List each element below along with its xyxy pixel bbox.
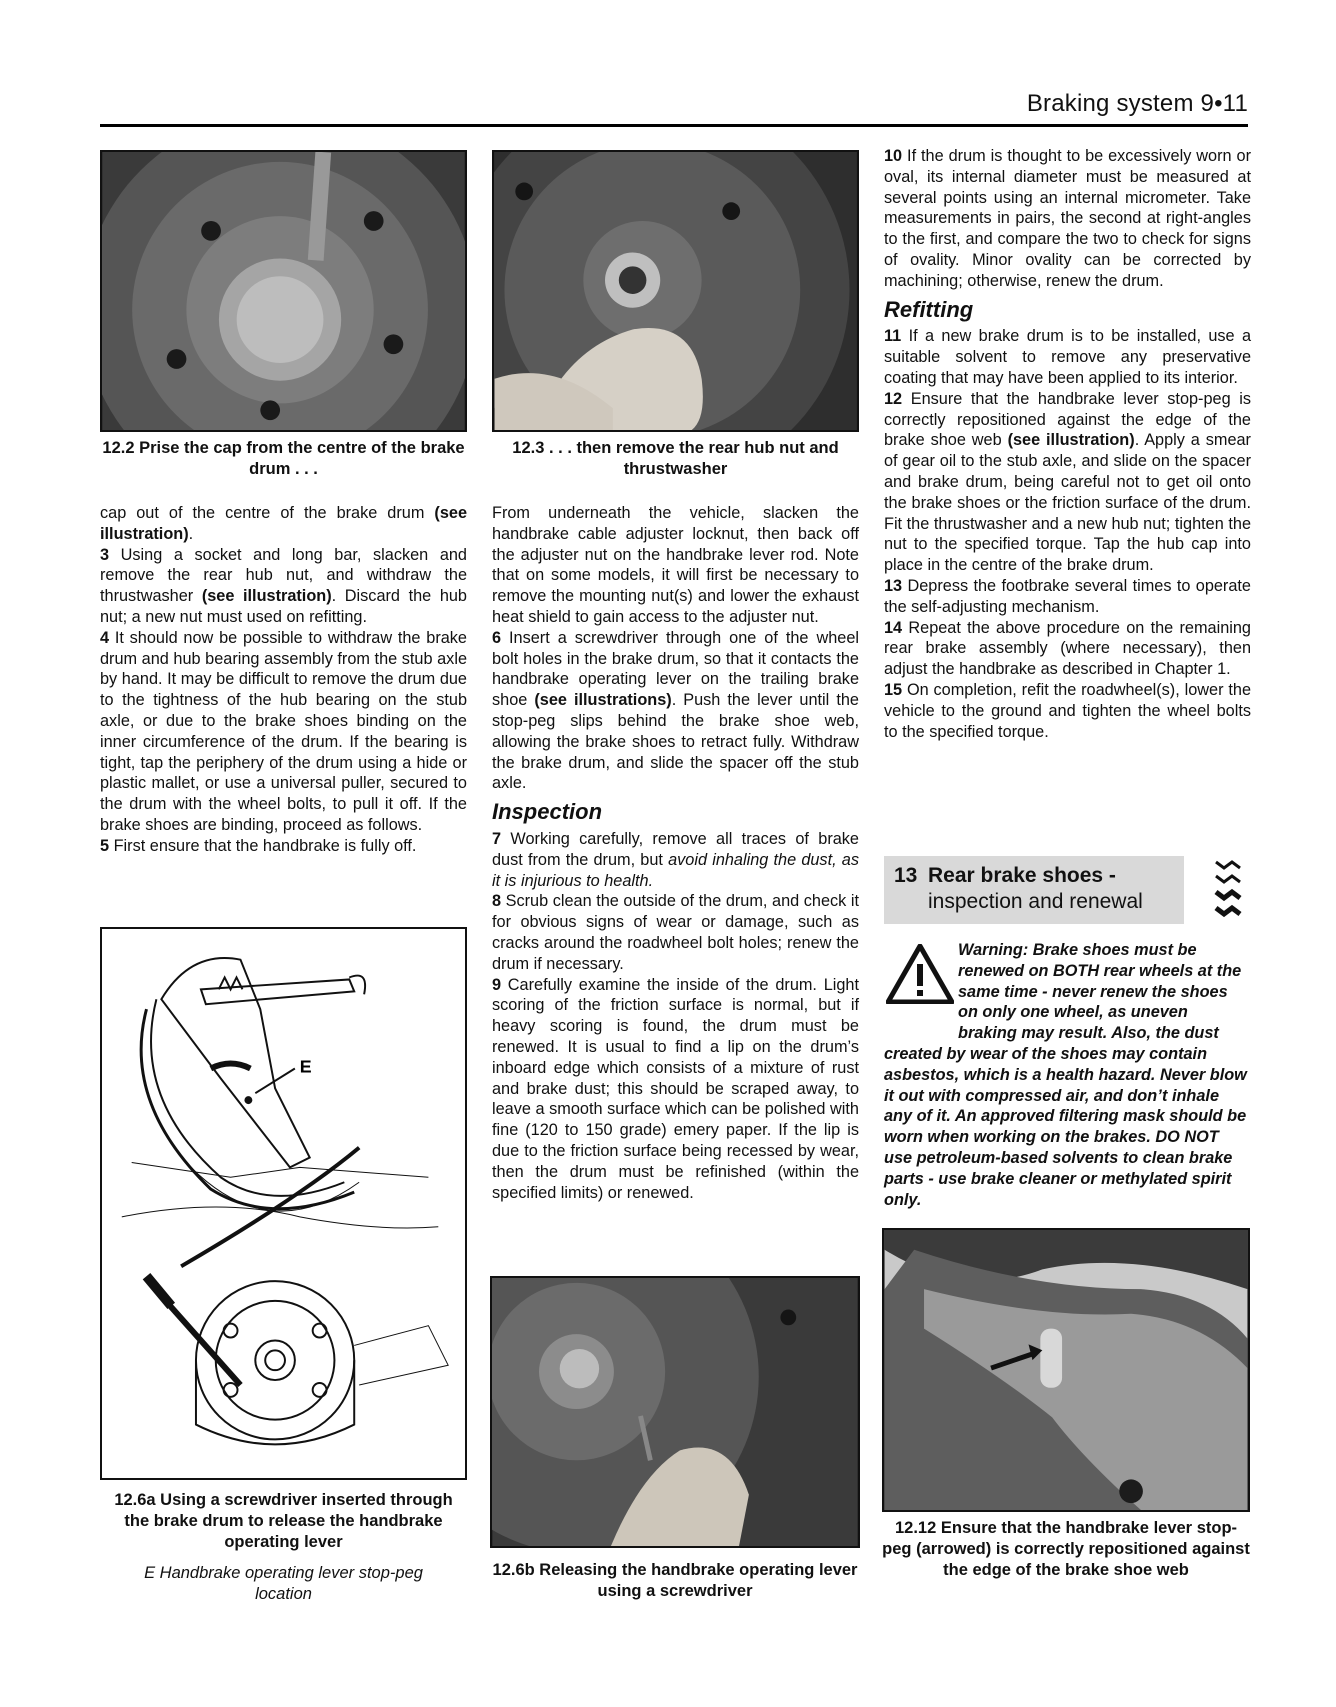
photo-12-6b — [490, 1276, 860, 1548]
caption-12-3: 12.3 . . . then remove the rear hub nut and thrustwasher — [512, 439, 839, 478]
paragraph-5-cont: From underneath the vehicle, slacken the handbrake cable adjuster locknut, then back off the adjuster nut on the handbrake lever rod. Note that on some models, it will first be necessary to remove the mounting nut(s) and lower the exhaust heat shield to gain access to the adjuster nut. — [492, 504, 859, 626]
section-subtitle: inspection and renewal — [928, 890, 1143, 913]
hub-nut-removal-image — [494, 152, 857, 430]
column-1-text — [100, 503, 467, 857]
paragraph-12: 12 Ensure that the handbrake lever stop-peg is correctly repositioned against the edge of the brake shoe web (see illustration). Apply a smear of gear oil to the stub axle, and slide on the spacer and brake drum, being careful not to get oil onto the brake shoes or the friction surface of the drum. Fit the thrustwasher and a new hub nut; tighten the nut to the specified torque. Tap the hub cap into place in the centre of the brake drum. — [884, 389, 1251, 575]
legend-12-6a: E Handbrake operating lever stop-peg location — [144, 1564, 423, 1603]
difficulty-rating-icon — [1212, 856, 1248, 924]
heading-refitting: Refitting — [884, 296, 974, 322]
column-2-text — [492, 503, 859, 1203]
paragraph-11: 11 If a new brake drum is to be installed, use a suitable solvent to remove any preservative coating that may have been applied to its interior. — [884, 327, 1251, 387]
heading-inspection: Inspection — [492, 799, 603, 825]
warning-text: Warning: Brake shoes must be renewed on BOTH rear wheels at the same time - never renew the shoes on only one wheel, as uneven braking may result. Also, the dust created by wear of the shoes may contain asbestos, which is a health hazard. Never blow it out with compressed air, and don’t inhale any of it. An approved filtering mask should be worn when working on the brakes. DO NOT use petroleum-based solvents to clean brake parts - use brake cleaner or methylated spirit only. — [884, 941, 1247, 1209]
paragraph-10: 10 If the drum is thought to be excessively worn or oval, its internal diameter must be measured at several points using an internal micrometer. Take measurements in pairs, the second at right-angles to the first, and compare the two to check for signs of ovality. Minor ovality can be corrected by machining; otherwise, renew the drum. — [884, 147, 1251, 290]
paragraph-6: 6 Insert a screwdriver through one of the wheel bolt holes in the brake drum, so that it contacts the handbrake operating lever on the trailing brake shoe (see illustrations). Push the lever until the stop-peg slips behind the brake shoe web, allowing the brake shoes to retract fully. Withdraw the brake drum, and slide the spacer off the stub axle. — [492, 628, 859, 793]
section-title: Rear brake shoes - — [928, 864, 1116, 887]
section-13-header — [884, 856, 1184, 924]
paragraph-3: 3 Using a socket and long bar, slacken and remove the rear hub nut, and withdraw the thrustwasher (see illustration). Discard the hub nut; a new nut must used on refitting. — [100, 545, 467, 626]
caption-12-6b: 12.6b Releasing the handbrake operating lever using a screwdriver — [492, 1561, 858, 1600]
page-header — [100, 84, 1248, 127]
page-title: Braking system 9•11 — [1026, 90, 1248, 117]
caption-12-12: 12.12 Ensure that the handbrake lever stop-peg (arrowed) is correctly repositioned against the edge of the brake shoe web — [882, 1519, 1250, 1579]
paragraph-2-cont: cap out of the centre of the brake drum (see illustration). — [100, 504, 467, 543]
section-number: 13 — [894, 864, 918, 887]
diagram-12-6a — [100, 927, 467, 1480]
caption-12-6a: 12.6a Using a screwdriver inserted through the brake drum to release the handbrake operating lever — [114, 1491, 453, 1551]
paragraph-13: 13 Depress the footbrake several times to operate the self-adjusting mechanism. — [884, 576, 1251, 616]
paragraph-7: 7 Working carefully, remove all traces of brake dust from the drum, but avoid inhaling the dust, as it is injurious to health. — [492, 829, 859, 890]
photo-12-12 — [882, 1228, 1250, 1512]
caption-12-2: 12.2 Prise the cap from the centre of the brake drum . . . — [102, 439, 465, 478]
brake-drum-cap-image — [102, 152, 465, 430]
paragraph-9: 9 Carefully examine the inside of the drum. Light scoring of the friction surface is normal, but if heavy scoring is found, the drum must be renewed. It is usual to find a lip on the drum’s inboard edge which consists of a mixture of rust and brake dust; this should be scraped away, to leave a smooth surface which can be polished with fine (120 to 150 grade) emery paper. If the lip is due to the friction surface being recessed by wear, then the drum must be refinished (within the specified limits) or renewed. — [492, 975, 859, 1202]
handbrake-lever-diagram — [102, 929, 465, 1478]
warning-float-spacer — [884, 940, 958, 1024]
diagram-label-e: E — [299, 1056, 312, 1077]
paragraph-5: 5 First ensure that the handbrake is fully off. — [100, 836, 417, 855]
stop-peg-image — [884, 1230, 1248, 1510]
releasing-lever-image — [492, 1278, 858, 1546]
photo-12-2 — [100, 150, 467, 432]
paragraph-8: 8 Scrub clean the outside of the drum, and check it for obvious signs of wear or damage, such as cracks around the roadwheel bolt holes; renew the drum if necessary. — [492, 892, 859, 973]
paragraph-14: 14 Repeat the above procedure on the remaining rear brake assembly (where necessary), then adjust the handbrake as described in Chapter 1. — [884, 618, 1251, 679]
photo-12-3 — [492, 150, 859, 432]
paragraph-4: 4 It should now be possible to withdraw the brake drum and hub bearing assembly from the stub axle by hand. It may be difficult to remove the drum due to the tightness of the hub bearing on the stub axle, or due to the brake shoes binding on the inner circumference of the drum. If the bearing is tight, tap the periphery of the drum using a hide or plastic mallet, or use a universal puller, secured to the drum with the wheel bolts, to pull it off. If the brake shoes are binding, proceed as follows. — [100, 628, 467, 834]
paragraph-15: 15 On completion, refit the roadwheel(s), lower the vehicle to the ground and tighten the wheel bolts to the specified torque. — [884, 680, 1251, 741]
column-3-text — [884, 146, 1251, 742]
